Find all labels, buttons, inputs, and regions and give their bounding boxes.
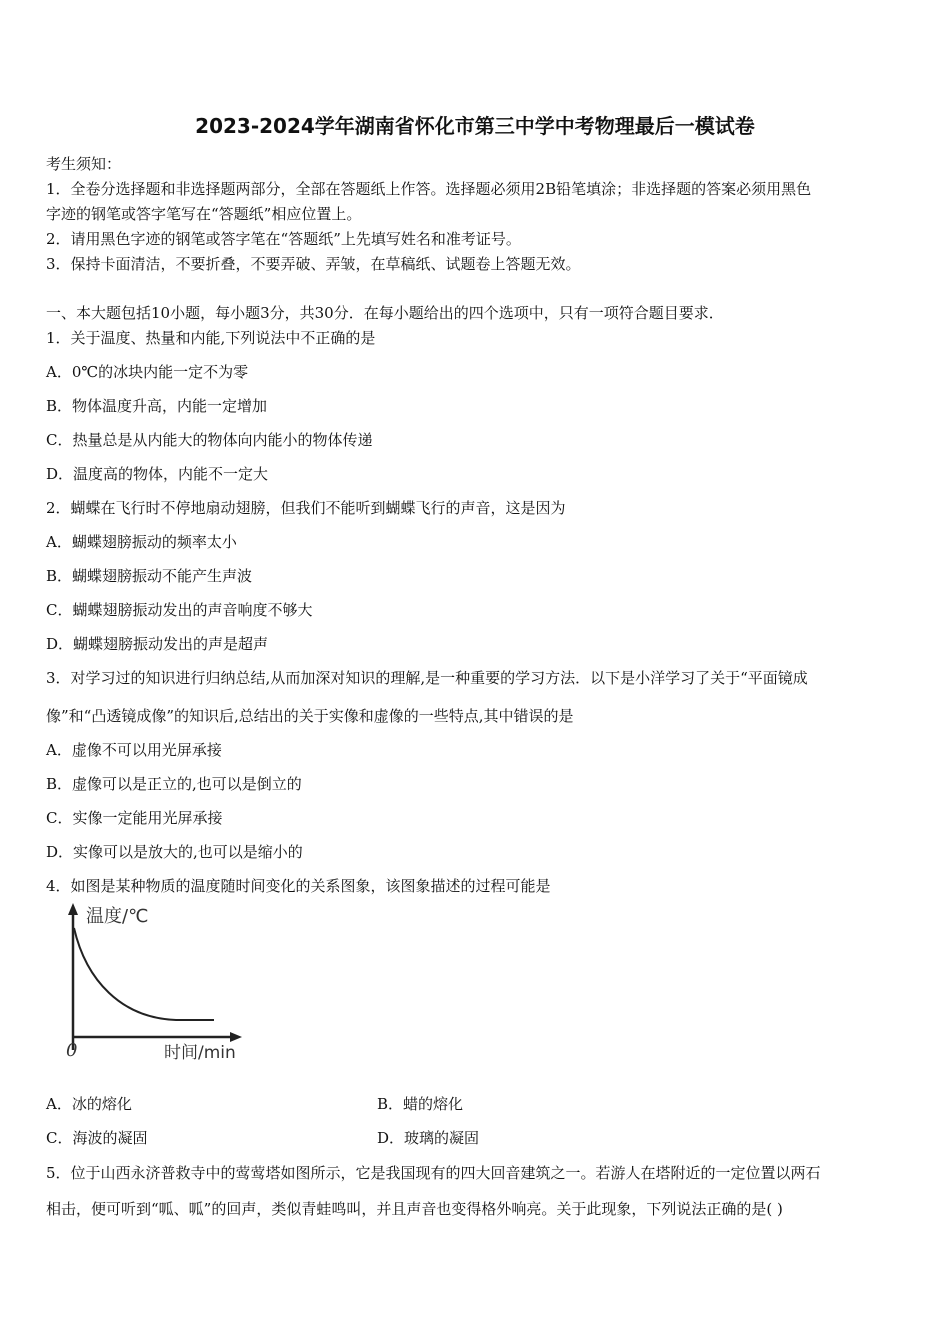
notice-item: 1．全卷分选择题和非选择题两部分，全部在答题纸上作答。选择题必须用2B铅笔填涂；非选择题的答案必须用黑色 <box>46 180 812 198</box>
q4-option-c: C．海波的凝固 <box>46 1129 148 1147</box>
q2-option-b: B．蝴蝶翅膀振动不能产生声波 <box>46 567 253 585</box>
cooling-curve <box>74 928 214 1020</box>
q2-option-c: C．蝴蝶翅膀振动发出的声音响度不够大 <box>46 601 313 619</box>
q4-option-b: B．蜡的熔化 <box>377 1095 464 1113</box>
graph-origin: 0 <box>66 1040 78 1061</box>
q1-option-a: A．0℃的冰块内能一定不为零 <box>46 363 249 381</box>
q3-option-b: B．虚像可以是正立的,也可以是倒立的 <box>46 775 302 793</box>
notice-item: 字迹的钢笔或答字笔写在“答题纸”相应位置上。 <box>46 205 362 223</box>
x-axis-arrow <box>230 1032 242 1042</box>
q4-option-d: D．玻璃的凝固 <box>377 1129 480 1147</box>
q1-option-d: D．温度高的物体，内能不一定大 <box>46 465 269 483</box>
q4-stem: 4．如图是某种物质的温度随时间变化的关系图象，该图象描述的过程可能是 <box>46 877 551 895</box>
q5-stem-line2: 相击，便可听到“呱、呱”的回声，类似青蛙鸣叫，并且声音也变得格外响亮。关于此现象，下列说法正确的是( ) <box>46 1200 783 1218</box>
notice-item: 3．保持卡面清洁，不要折叠，不要弄破、弄皱，在草稿纸、试题卷上答题无效。 <box>46 255 581 273</box>
notice-heading: 考生须知： <box>46 155 122 173</box>
q3-option-a: A．虚像不可以用光屏承接 <box>46 741 222 759</box>
q5-stem-line1: 5．位于山西永济普救寺中的莺莺塔如图所示，它是我国现有的四大回音建筑之一。若游人在塔附近的一定位置以两石 <box>46 1164 821 1182</box>
q2-option-d: D．蝴蝶翅膀振动发出的声是超声 <box>46 635 269 653</box>
q3-stem-line2: 像”和“凸透镜成像”的知识后,总结出的关于实像和虚像的一些特点,其中错误的是 <box>46 707 574 725</box>
graph-xlabel: 时间/min <box>164 1043 236 1063</box>
q3-stem-line1: 3．对学习过的知识进行归纳总结,从而加深对知识的理解,是一种重要的学习方法．以下是小洋学习了关于“平面镜成 <box>46 669 808 687</box>
q3-option-d: D．实像可以是放大的,也可以是缩小的 <box>46 843 303 861</box>
graph-ylabel: 温度/℃ <box>86 906 149 927</box>
y-axis-arrow <box>68 903 78 915</box>
q2-option-a: A．蝴蝶翅膀振动的频率太小 <box>46 533 237 551</box>
q3-option-c: C．实像一定能用光屏承接 <box>46 809 223 827</box>
q4-option-a: A．冰的熔化 <box>46 1095 132 1113</box>
q1-option-b: B．物体温度升高，内能一定增加 <box>46 397 268 415</box>
page-title: 2023-2024学年湖南省怀化市第三中学中考物理最后一模试卷 <box>195 114 755 138</box>
q1-stem: 1．关于温度、热量和内能,下列说法中不正确的是 <box>46 329 376 347</box>
notice-item: 2．请用黑色字迹的钢笔或答字笔在“答题纸”上先填写姓名和准考证号。 <box>46 230 521 248</box>
section-heading: 一、本大题包括10小题，每小题3分，共30分．在每小题给出的四个选项中，只有一项符合题目要求． <box>46 304 724 322</box>
temperature-time-graph <box>46 900 256 1065</box>
q2-stem: 2．蝴蝶在飞行时不停地扇动翅膀，但我们不能听到蝴蝶飞行的声音，这是因为 <box>46 499 566 517</box>
q1-option-c: C．热量总是从内能大的物体向内能小的物体传递 <box>46 431 373 449</box>
